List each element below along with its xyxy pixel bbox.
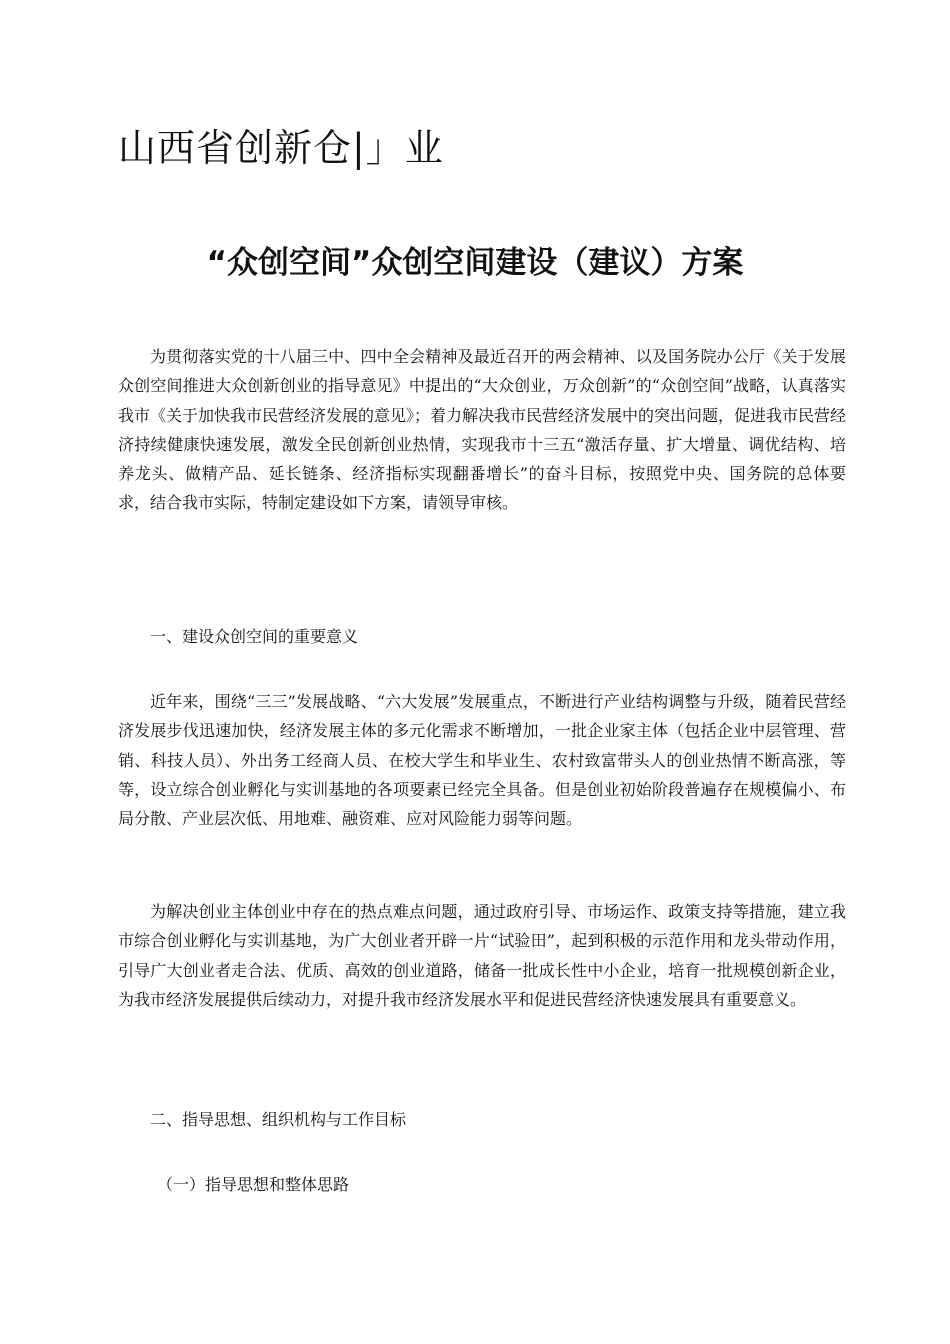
section1-paragraph-1: 近年来，围绕“三三”发展战略、“六大发展”发展重点，不断进行产业结构调整与升级，随着民营经济发展步伐迅速加快，经济发展主体的多元化需求不断增加，一批企业家主体（包括企业中层管理、营销、科技人员）、外出务工经商人员、在校大学生和毕业生、农村致富带头人的创业热情不断高涨，等等，设立综合创业孵化与实训基地的各项要素已经完全具备。但是创业初始阶段普遍存在规模偏小、布局分散、产业层次低、用地难、融资难、应对风险能力弱等问题。 [118,692,846,829]
intro-paragraph: 为贯彻落实党的十八届三中、四中全会精神及最近召开的两会精神、以及国务院办公厅《关于发展众创空间推进大众创新创业的指导意见》中提出的“大众创业，万众创新”的“众创空间”战略，认真落实我市《关于加快我市民营经济发展的意见》；着力解决我市民营经济发展中的突出问题，促进我市民营经济持续健康快速发展，激发全民创新创业热情，实现我市十三五“激活存量、扩大增量、调优结构、培养龙头、做精产品、延长链条、经济指标实现翻番增长”的奋斗目标，按照党中央、国务院的总体要求，结合我市实际，特制定建设如下方案，请领导审核。 [118,347,847,513]
organization-header: 山西省创新仓|」业 [118,126,444,170]
document-title: “众创空间”众创空间建设（建议）方案 [206,245,744,281]
section1-paragraph-2: 为解决创业主体创业中存在的热点难点问题，通过政府引导、市场运作、政策支持等措施，建立我市综合创业孵化与实训基地，为广大创业者开辟一片“试验田”，起到积极的示范作用和龙头带动作用，引导广大创业者走合法、优质、高效的创业道路，储备一批成长性中小企业，培育一批规模创新企业，为我市经济发展提供后续动力，对提升我市经济发展水平和促进民营经济快速发展具有重要意义。 [118,902,846,1009]
subsection-heading-1: （一）指导思想和整体思路 [157,1175,350,1194]
section-heading-2: 二、指导思想、组织机构与工作目标 [150,1110,407,1129]
section-heading-1: 一、建设众创空间的重要意义 [150,627,359,646]
